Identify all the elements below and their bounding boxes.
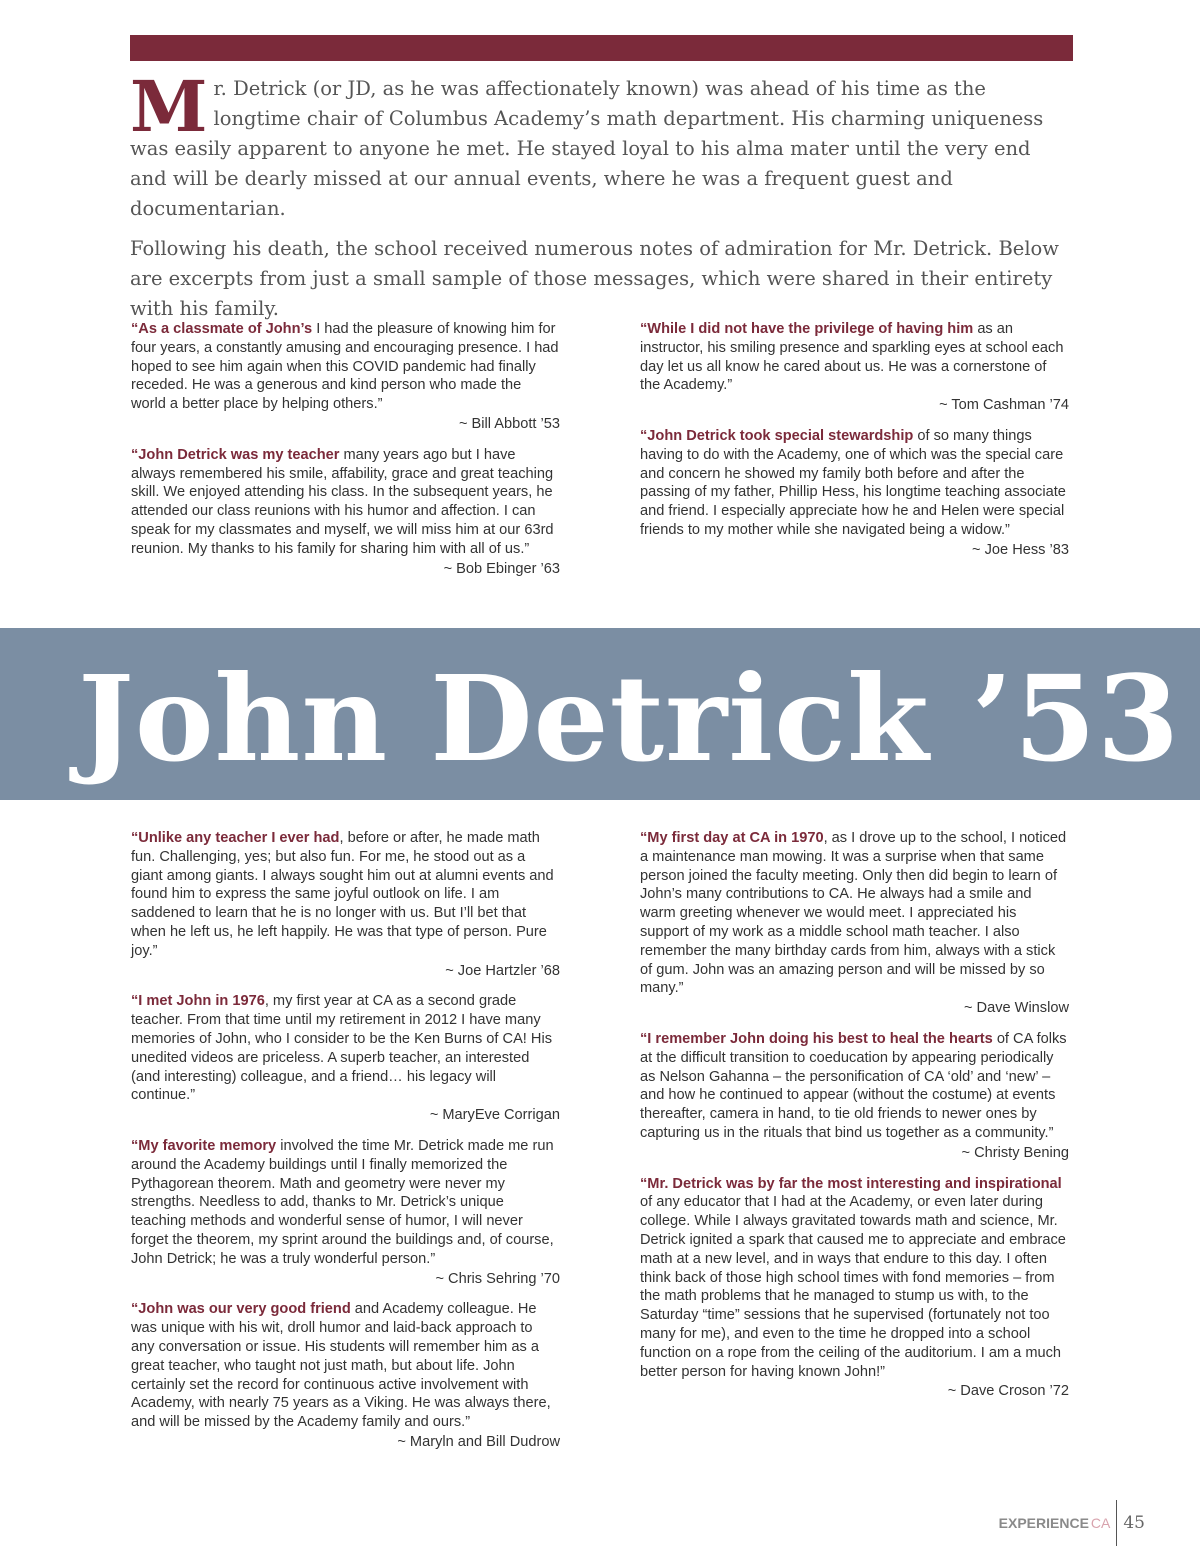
quote-text [634, 1175, 1069, 1382]
quote-text [125, 992, 560, 1105]
banner-title: John Detrick ’53 [78, 649, 1181, 788]
quote-attribution: ~ Bill Abbott ’53 [458, 415, 560, 432]
quote-attribution: ~ Dave Winslow [963, 1000, 1069, 1017]
quote-lead: “My first day at CA in 1970 [640, 830, 824, 846]
quote-text [634, 320, 1069, 395]
quote-block [125, 992, 560, 1125]
quote-body: I had the pleasure of knowing him for four years, a constantly amusing and encouraging presence. I had hoped to see him again when this COVID pandemic had finally receded. He was a generous and kind person who made the world a better place by helping others.” [131, 321, 559, 413]
quote-block [634, 1175, 1069, 1402]
quote-attribution: ~ Bob Ebinger ’63 [443, 560, 560, 577]
quote-attribution: ~ Maryln and Bill Dudrow [397, 1433, 560, 1450]
quote-body: of so many things having to do with the Academy, one of which was the special care and concern he showed my family both before and after the passing of my father, Phillip Hess, his longtime teaching associate and friend. I especially appreciate how he and Helen were special friends to my mother while she navigated being a widow.” [640, 427, 1066, 538]
quote-body: many years ago but I have always remembered his smile, affability, grace and great teaching skill. We enjoyed attending his class. In the subsequent years, he attended our class reunions with his humor and affection. I can speak for my classmates and myself, we will miss him at our 63rd reunion. My thanks to his family for sharing him with all of us.” [131, 446, 554, 557]
quote-lead: “John was our very good friend [131, 1301, 351, 1318]
quote-lead: “As a classmate of John’s [131, 321, 313, 337]
quote-block [125, 320, 560, 434]
quote-body: involved the time Mr. Detrick made me run around the Academy buildings until I finally memorized the Pythagorean theorem. Math and geometry were never my strengths. Needless to add, thanks to Mr. Detrick’s unique teaching methods and wonderful sense of humor, I will never forget the theorem, my sprint around the buildings and, of course, John Detrick; he was a truly wonderful person.” [131, 1137, 554, 1267]
quote-lead: “While I did not have the privilege of having him [640, 321, 974, 337]
page-number: 45 [1123, 1513, 1145, 1533]
quote-body: , as I drove up to the school, I noticed a maintenance man mowing. It was a surprise when that same person joined the faculty meeting. Only then did begin to learn of John’s many contributions to CA. He always had a smile and warm greeting whenever we would meet. I appreciated his support of my work as a middle school math teacher. I also remember the many birthday cards from him, always with a stick of gum. John was an amazing person and will be missed by so many.” [640, 830, 1067, 997]
quotes-top-right-column [634, 320, 1069, 572]
drop-cap: M [130, 65, 208, 148]
quote-lead: “John Detrick was my teacher [131, 446, 340, 463]
quote-text [125, 446, 560, 559]
quote-block [634, 427, 1069, 560]
quote-attribution: ~ Chris Sehring ’70 [435, 1270, 560, 1287]
footer-magazine-name: EXPERIENCE [998, 1515, 1089, 1531]
quote-block [125, 829, 560, 980]
footer-divider [1116, 1500, 1117, 1546]
quote-block [125, 446, 560, 579]
quote-body: and Academy colleague. He was unique with his wit, droll humor and laid-back approach to any conversation or issue. His students will remember him as a great teacher, who taught not just math, but about life. John certainly set the record for continuous active involvement with Academy, with nearly 75 years as a Viking. He was always there, and will be missed by the Academy family and ours.” [131, 1301, 551, 1431]
quote-body: as an instructor, his smiling presence and sparkling eyes at school each day let us all know he cared about us. He was a cornerstone of the Academy.” [640, 321, 1064, 394]
quote-text [634, 829, 1069, 998]
quote-attribution: ~ Christy Bening [961, 1144, 1069, 1161]
quote-body: of any educator that I had at the Academy, or even later during college. While I always gravitated towards math and science, Mr. Detrick ignited a spark that caused me to appreciate and embrace math at a new level, and in ways that endure to this day. I often think back of those high school times with fond memories – from the math problems that he managed to stump us with, to the Saturday “time” sessions that he supervised (fortunately not too many for me), and even to the time he dropped into a school function on a rope from the ceiling of the auditorium. I am a much better person for having known John!” [640, 1194, 1066, 1380]
intro-paragraph-1: Mr. Detrick (or JD, as he was affectionately known) was ahead of his time as the longtime chair of Columbus Academy’s math department. His charming uniqueness was easily apparent to anyone he met. He stayed loyal to his alma mater until the very end and will be dearly missed at our annual events, where he was a frequent guest and documentarian. [130, 65, 1044, 220]
quote-lead: “I met John in 1976 [131, 993, 265, 1010]
quote-text [634, 1030, 1069, 1143]
quote-block [634, 320, 1069, 415]
quote-block [634, 829, 1069, 1018]
quote-body: of CA folks at the difficult transition to coeducation by appearing periodically as Nelson Gahanna – the personification of CA ‘old’ and ‘new’ – and how he continued to appear (without the costume) at events thereafter, camera in hand, to tie old friends to newer ones by capturing us in the rituals that bind us together as a community.” [640, 1030, 1067, 1141]
quotes-top-left-column [125, 320, 560, 590]
title-banner [0, 628, 1200, 800]
quote-block [634, 1030, 1069, 1163]
quote-block [125, 1137, 560, 1288]
quote-lead: “I remember John doing his best to heal the hearts [640, 1030, 993, 1047]
intro-paragraph-2: Following his death, the school received numerous notes of admiration for Mr. Detrick. Below are excerpts from just a small sample of those messages, which were shared in their entirety with his family. [130, 237, 1059, 320]
quote-text [125, 1300, 560, 1432]
quotes-bottom-left-column [125, 829, 560, 1464]
quote-lead: “My favorite memory [131, 1137, 277, 1154]
footer-magazine-accent: CA [1090, 1515, 1111, 1531]
quote-attribution: ~ Joe Hartzler ’68 [445, 962, 560, 979]
quote-text [125, 1137, 560, 1269]
quotes-bottom-right-column [634, 829, 1069, 1413]
quote-lead: “Mr. Detrick was by far the most interesting and inspirational [640, 1175, 1062, 1192]
quote-lead: “Unlike any teacher I ever had [131, 830, 340, 846]
quote-lead: “John Detrick took special stewardship [640, 427, 914, 444]
quote-block [125, 1300, 560, 1451]
quote-attribution: ~ MaryEve Corrigan [429, 1107, 560, 1124]
page-footer [999, 1500, 1145, 1546]
top-color-bar [130, 35, 1073, 61]
quote-body: , before or after, he made math fun. Challenging, yes; but also fun. For me, he stood out as a giant among giants. I always sought him out at alumni events and found him to express the same joyful outlook on life. I am saddened to learn that he is no longer with us. But I’ll bet that when he left us, he left happily. He was that type of person. Pure joy.” [131, 830, 554, 959]
quote-attribution: ~ Joe Hess ’83 [972, 541, 1069, 558]
quote-text [634, 427, 1069, 540]
intro-text [130, 65, 1070, 334]
quote-attribution: ~ Dave Croson ’72 [947, 1383, 1069, 1400]
quote-text [125, 829, 560, 961]
quote-body: , my first year at CA as a second grade teacher. From that time until my retirement in 2012 I have many memories of John, who I consider to be the Ken Burns of CA! His unedited videos are priceless. A superb teacher, an interested (and interesting) colleague, and a friend… his legacy will continue.” [131, 993, 552, 1104]
quote-text [125, 320, 560, 414]
quote-attribution: ~ Tom Cashman ’74 [939, 397, 1069, 414]
